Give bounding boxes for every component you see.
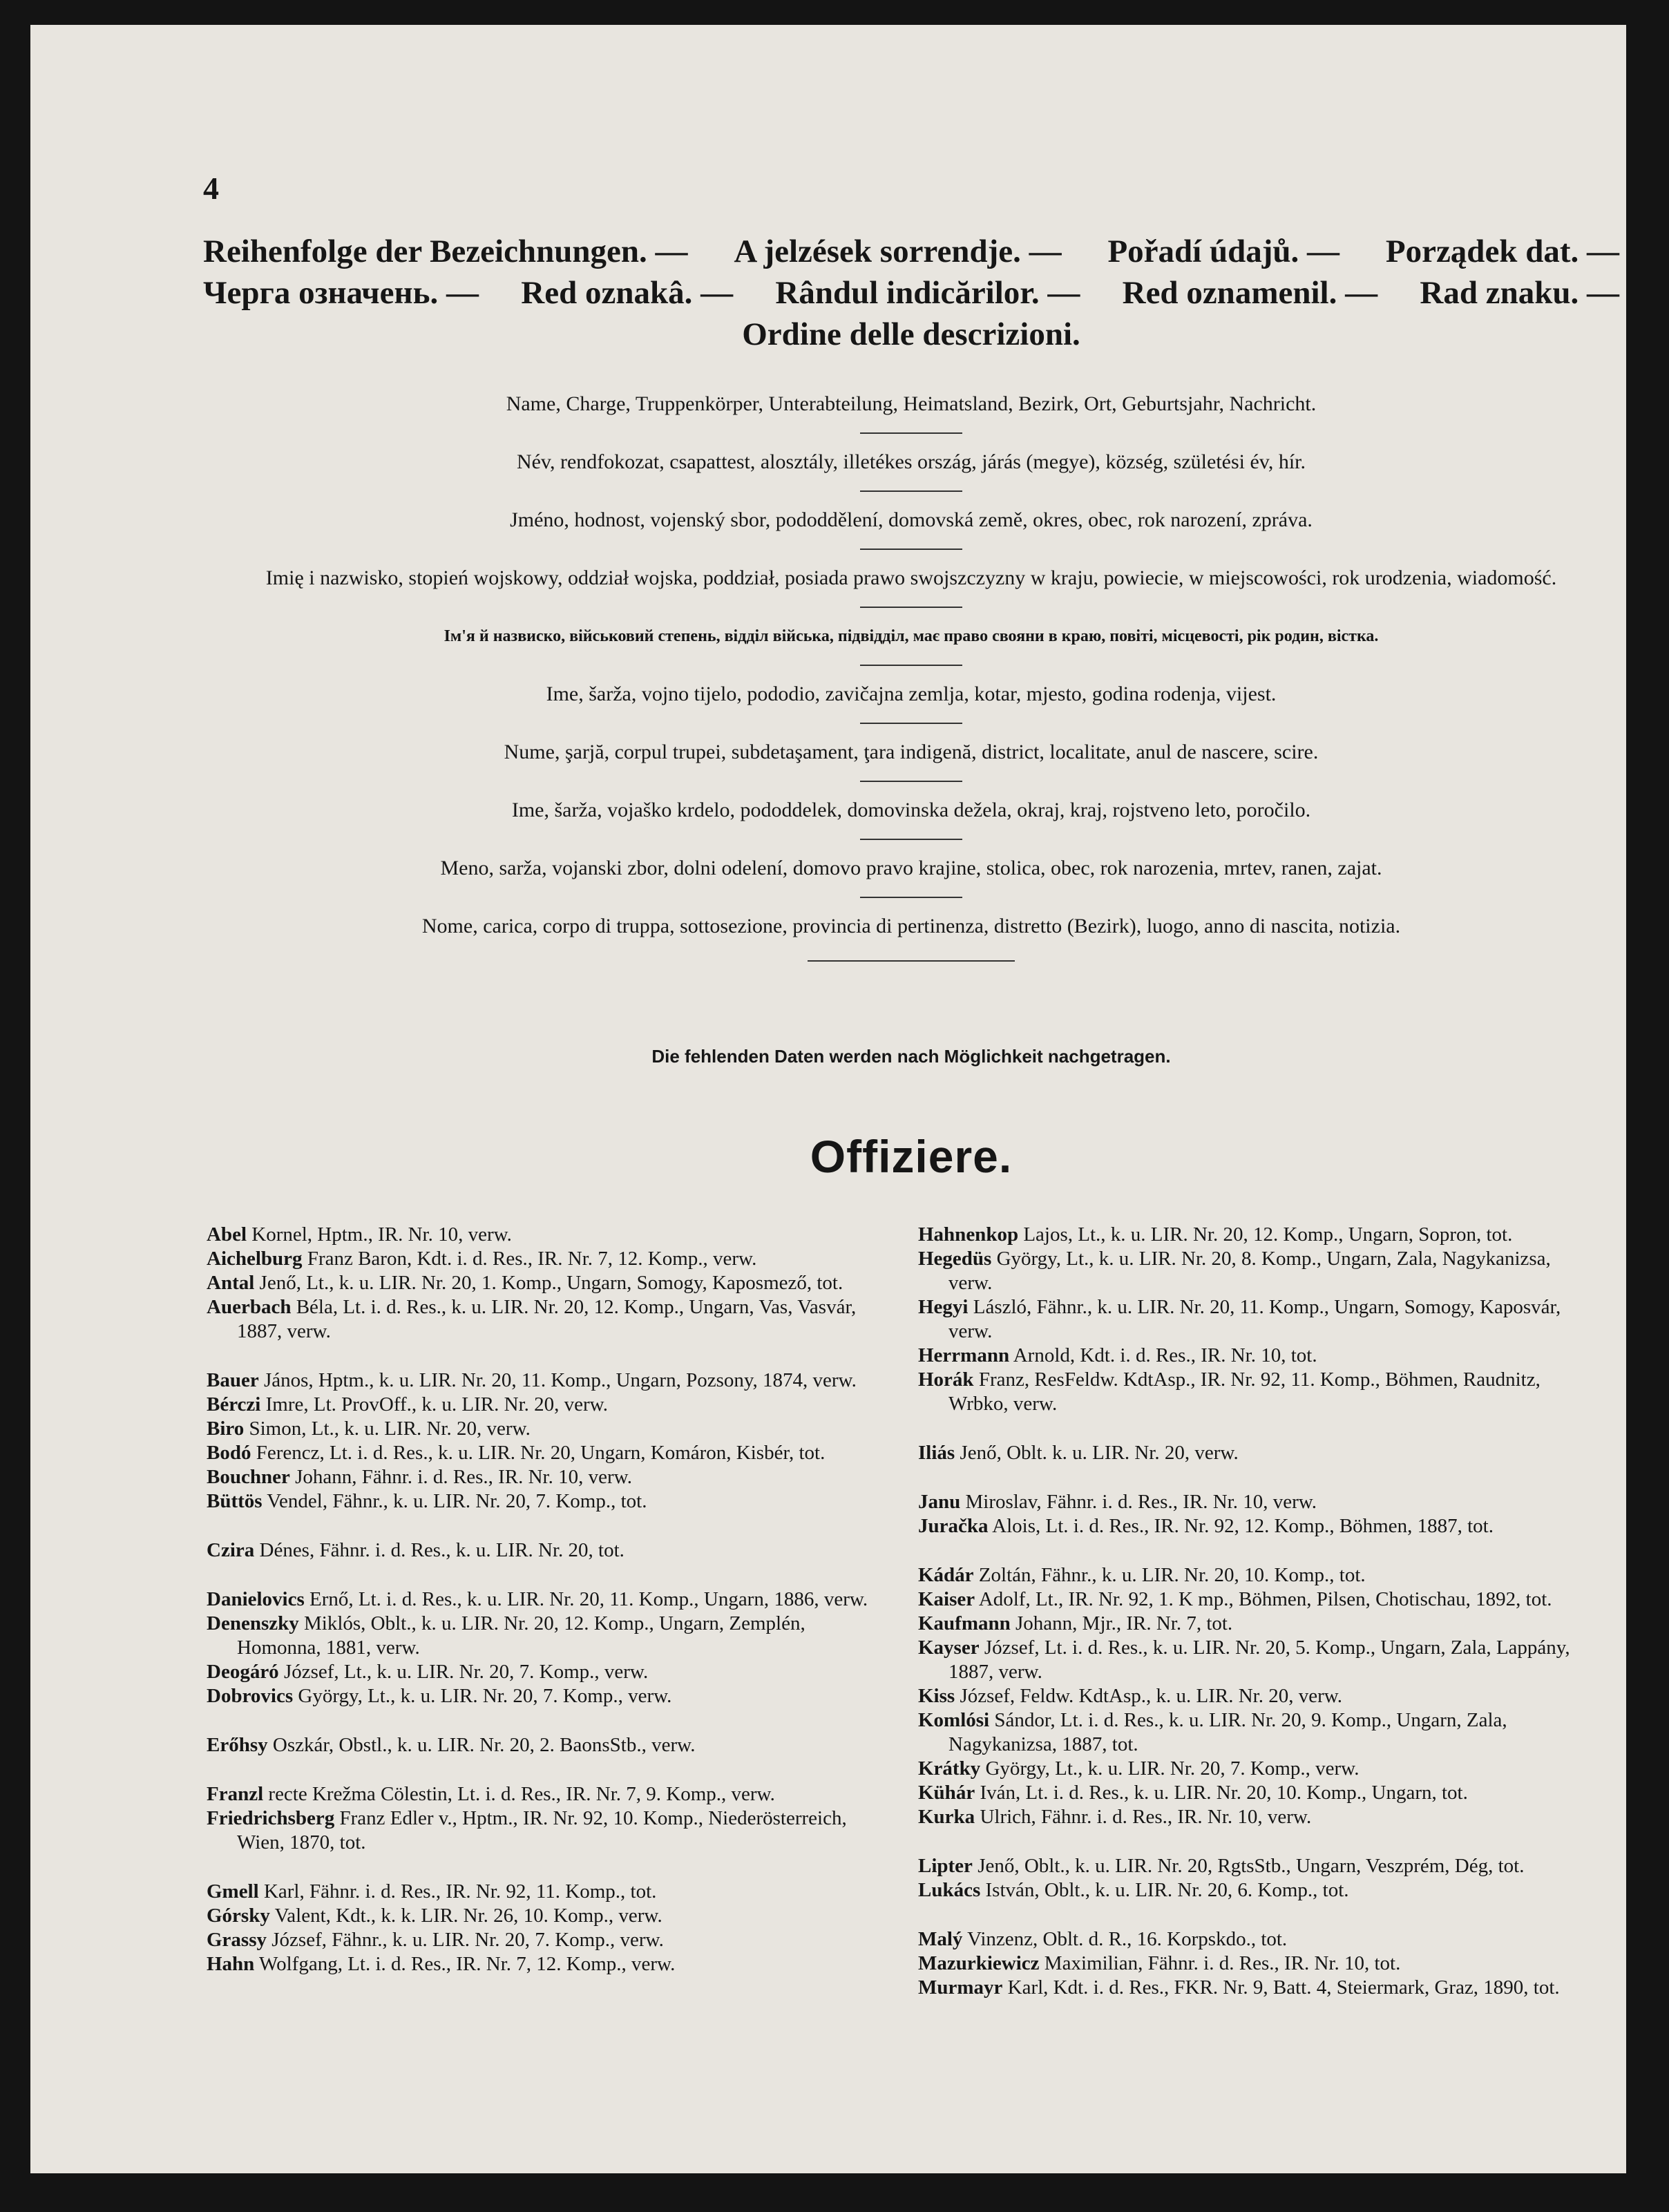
entry-surname: Aichelburg <box>207 1248 303 1270</box>
entry-surname: Franzl <box>207 1783 264 1805</box>
header-cs: Pořadí údajů. — <box>1107 233 1340 269</box>
entry-details: Ferencz, Lt. i. d. Res., k. u. LIR. Nr. 20, Ungarn, Komáron, Kisbér, tot. <box>251 1442 826 1464</box>
casualty-entry <box>918 1588 1599 1612</box>
divider <box>860 432 962 434</box>
divider <box>808 960 1015 962</box>
casualty-entry <box>207 1489 887 1514</box>
casualty-entry <box>207 1247 887 1271</box>
casualty-entry <box>207 1806 887 1855</box>
casualty-entry <box>918 1805 1599 1829</box>
entry-details: Iván, Lt. i. d. Res., k. u. LIR. Nr. 20, 10. Komp., Ungarn, tot. <box>975 1782 1468 1804</box>
entry-gap <box>207 1514 887 1538</box>
left-column <box>207 1223 887 1976</box>
entry-surname: Lukács <box>918 1879 981 1901</box>
entry-details: Vendel, Fähnr., k. u. LIR. Nr. 20, 7. Komp., tot. <box>262 1490 647 1512</box>
entry-surname: Bauer <box>207 1369 259 1391</box>
header-de: Reihenfolge der Bezeichnungen. — <box>203 233 688 269</box>
header-ro: Rândul indicărilor. — <box>775 275 1080 311</box>
entry-details: Arnold, Kdt. i. d. Res., IR. Nr. 10, tot. <box>1009 1344 1317 1366</box>
entry-details: Maximilian, Fähnr. i. d. Res., IR. Nr. 10, tot. <box>1039 1952 1401 1974</box>
header-line-1 <box>203 231 1619 272</box>
entry-surname: Kaufmann <box>918 1612 1011 1634</box>
casualty-entry <box>918 1490 1599 1514</box>
field-order-de: Name, Charge, Truppenkörper, Unterabteilung, Heimatsland, Bezirk, Ort, Geburtsjahr, Nachricht. <box>506 392 1317 415</box>
entry-details: Miklós, Oblt., k. u. LIR. Nr. 20, 12. Komp., Ungarn, Zemplén, Homonna, 1881, verw. <box>237 1612 805 1659</box>
entry-details: Karl, Fähnr. i. d. Res., IR. Nr. 92, 11. Komp., tot. <box>258 1880 657 1903</box>
entry-surname: Mazurkiewicz <box>918 1952 1040 1974</box>
entry-details: József, Lt. i. d. Res., k. u. LIR. Nr. 20, 5. Komp., Ungarn, Zala, Lappány, 1887, verw. <box>948 1637 1570 1683</box>
casualty-entry <box>207 1782 887 1806</box>
field-order-list <box>203 391 1619 977</box>
casualty-entry <box>207 1684 887 1708</box>
entry-surname: Janu <box>918 1491 961 1513</box>
entry-details: György, Lt., k. u. LIR. Nr. 20, 7. Komp., verw. <box>980 1757 1360 1780</box>
entry-gap <box>207 1563 887 1588</box>
casualty-entry <box>918 1441 1599 1465</box>
entry-surname: Murmayr <box>918 1976 1003 1999</box>
header-hr: Red oznakâ. — <box>521 275 734 311</box>
header-line-2 <box>203 272 1619 314</box>
entry-surname: Danielovics <box>207 1588 305 1610</box>
casualty-entry <box>918 1757 1599 1781</box>
casualty-entry <box>207 1904 887 1928</box>
casualty-entry <box>918 1514 1599 1538</box>
casualty-entry <box>918 1368 1599 1416</box>
entry-details: György, Lt., k. u. LIR. Nr. 20, 8. Komp., Ungarn, Zala, Nagykanizsa, verw. <box>948 1248 1551 1294</box>
entry-details: Valent, Kdt., k. k. LIR. Nr. 26, 10. Komp., verw. <box>269 1905 662 1927</box>
entry-surname: Friedrichsberg <box>207 1807 335 1829</box>
entry-surname: Iliás <box>918 1442 955 1464</box>
entry-surname: Hahnenkop <box>918 1223 1019 1246</box>
entry-surname: Kádár <box>918 1564 974 1586</box>
entry-surname: Biro <box>207 1418 245 1440</box>
divider <box>860 665 962 666</box>
entry-details: Lajos, Lt., k. u. LIR. Nr. 20, 12. Komp., Ungarn, Sopron, tot. <box>1018 1223 1513 1246</box>
divider <box>860 781 962 782</box>
casualty-entry <box>918 1563 1599 1588</box>
entry-surname: Abel <box>207 1223 247 1246</box>
casualty-entry <box>207 1928 887 1952</box>
field-order-ro: Nume, şarjă, corpul trupei, subdetaşament, ţara indigenă, district, localitate, anul de nascere, scire. <box>504 741 1319 763</box>
header-hu: A jelzések sorrendje. — <box>734 233 1062 269</box>
casualty-entry <box>207 1271 887 1295</box>
entry-surname: Auerbach <box>207 1296 292 1318</box>
entry-details: Adolf, Lt., IR. Nr. 92, 1. K mp., Böhmen, Pilsen, Chotischau, 1892, tot. <box>975 1588 1552 1610</box>
entry-surname: Grassy <box>207 1929 267 1951</box>
casualty-entry <box>918 1223 1599 1247</box>
entry-details: Karl, Kdt. i. d. Res., FKR. Nr. 9, Batt. 4, Steiermark, Graz, 1890, tot. <box>1002 1976 1560 1999</box>
casualty-entry <box>207 1393 887 1417</box>
casualty-entry <box>918 1976 1599 2000</box>
casualty-entry <box>207 1417 887 1441</box>
field-order-it: Nome, carica, corpo di truppa, sottosezione, provincia di pertinenza, distretto (Bezirk), luogo, anno di nascita, notizia. <box>421 915 1401 937</box>
casualty-entry <box>207 1295 887 1344</box>
casualty-entry <box>207 1733 887 1757</box>
header-uk: Черга означень. — <box>203 275 479 311</box>
casualty-entry <box>918 1927 1599 1952</box>
entry-details: Ulrich, Fähnr. i. d. Res., IR. Nr. 10, verw. <box>975 1806 1312 1828</box>
section-title: Offiziere. <box>810 1131 1013 1182</box>
right-column <box>918 1223 1599 2000</box>
entry-surname: Juračka <box>918 1515 989 1537</box>
entry-details: Kornel, Hptm., IR. Nr. 10, verw. <box>247 1223 512 1246</box>
entry-details: Vinzenz, Oblt. d. R., 16. Korpskdo., tot. <box>962 1928 1288 1950</box>
entry-surname: Górsky <box>207 1905 270 1927</box>
entry-surname: Kühár <box>918 1782 975 1804</box>
header-block <box>203 231 1619 355</box>
casualty-entry <box>207 1612 887 1660</box>
field-order-cs: Jméno, hodnost, vojenský sbor, pododdělení, domovská země, okres, obec, rok narození, zpráva. <box>510 508 1313 531</box>
entry-surname: Kiss <box>918 1685 955 1707</box>
field-order-uk: Ім'я й назвиско, військовий степень, відділ війська, підвідділ, має право свояни в краю, повіті, місцевості, рік родин, вістка. <box>444 627 1379 645</box>
document-page <box>30 25 1626 2173</box>
entry-details: recte Krežma Cölestin, Lt. i. d. Res., IR. Nr. 7, 9. Komp., verw. <box>263 1783 775 1805</box>
header-pl: Porządek dat. — <box>1385 233 1619 269</box>
entry-surname: Deogáró <box>207 1661 279 1683</box>
entry-details: László, Fähnr., k. u. LIR. Nr. 20, 11. Komp., Ungarn, Somogy, Kaposvár, verw. <box>948 1296 1561 1342</box>
entry-gap <box>918 1538 1599 1563</box>
casualty-entry <box>918 1612 1599 1636</box>
entry-details: Simon, Lt., k. u. LIR. Nr. 20, verw. <box>244 1418 531 1440</box>
entry-details: Béla, Lt. i. d. Res., k. u. LIR. Nr. 20, 12. Komp., Ungarn, Vas, Vasvár, 1887, verw. <box>237 1296 857 1342</box>
casualty-entry <box>207 1223 887 1247</box>
header-sk: Rad znaku. — <box>1420 275 1619 311</box>
entry-details: István, Oblt., k. u. LIR. Nr. 20, 6. Komp., tot. <box>980 1879 1349 1901</box>
casualty-entry <box>918 1878 1599 1903</box>
field-order-pl: Imię i nazwisko, stopień wojskowy, oddział wojska, poddział, posiada prawo swojszczyzny w kraju, powiecie, w miejscowości, rok urodzenia, wiadomość. <box>265 566 1557 589</box>
entry-details: Franz, ResFeldw. KdtAsp., IR. Nr. 92, 11. Komp., Böhmen, Raudnitz, Wrbko, verw. <box>948 1369 1541 1415</box>
entry-surname: Bodó <box>207 1442 251 1464</box>
entry-details: Jenő, Oblt., k. u. LIR. Nr. 20, RgtsStb., Ungarn, Veszprém, Dég, tot. <box>972 1855 1525 1877</box>
divider <box>860 607 962 608</box>
entry-gap <box>207 1855 887 1880</box>
casualty-entry <box>207 1588 887 1612</box>
casualty-entry <box>918 1708 1599 1757</box>
entry-gap <box>207 1344 887 1369</box>
entry-surname: Kaiser <box>918 1588 975 1610</box>
casualty-entry <box>207 1441 887 1465</box>
entry-gap <box>918 1903 1599 1927</box>
entry-surname: Lipter <box>918 1855 973 1877</box>
entry-surname: Hahn <box>207 1953 255 1975</box>
entry-details: Dénes, Fähnr. i. d. Res., k. u. LIR. Nr. 20, tot. <box>254 1539 624 1561</box>
entry-surname: Kayser <box>918 1637 980 1659</box>
casualty-entry <box>207 1952 887 1976</box>
entry-surname: Horák <box>918 1369 974 1391</box>
entry-surname: Malý <box>918 1928 963 1950</box>
field-order-sl: Ime, šarža, vojaško krdelo, pododdelek, domovinska dežela, okraj, kraj, rojstveno leto, poročilo. <box>511 799 1311 821</box>
entry-surname: Dobrovics <box>207 1685 294 1707</box>
entry-details: Zoltán, Fähnr., k. u. LIR. Nr. 20, 10. Komp., tot. <box>973 1564 1366 1586</box>
casualty-entry <box>207 1538 887 1563</box>
casualty-entry <box>918 1247 1599 1295</box>
entry-gap <box>918 1829 1599 1854</box>
entry-surname: Komlósi <box>918 1709 990 1731</box>
field-order-hr: Ime, šarža, vojno tijelo, pododio, zavičajna zemlja, kotar, mjesto, godina rodenja, vijest. <box>546 683 1277 705</box>
entry-details: József, Fähnr., k. u. LIR. Nr. 20, 7. Komp., verw. <box>267 1929 664 1951</box>
entry-details: Oszkár, Obstl., k. u. LIR. Nr. 20, 2. BaonsStb., verw. <box>267 1734 696 1756</box>
casualty-entry <box>918 1781 1599 1805</box>
entry-details: György, Lt., k. u. LIR. Nr. 20, 7. Komp., verw. <box>293 1685 672 1707</box>
entry-details: Imre, Lt. ProvOff., k. u. LIR. Nr. 20, verw. <box>260 1393 608 1415</box>
entry-details: Johann, Mjr., IR. Nr. 7, tot. <box>1010 1612 1233 1634</box>
entry-surname: Bouchner <box>207 1466 290 1488</box>
entry-details: Sándor, Lt. i. d. Res., k. u. LIR. Nr. 20, 9. Komp., Ungarn, Zala, Nagykanizsa, 1887, tot. <box>948 1709 1507 1755</box>
casualty-entry <box>918 1344 1599 1368</box>
entry-surname: Kurka <box>918 1806 975 1828</box>
page-number: 4 <box>203 171 219 206</box>
divider <box>860 723 962 724</box>
field-order-sk: Meno, sarža, vojanski zbor, dolni odelení, domovo pravo krajine, stolica, obec, rok narozenia, mrtev, ranen, zajat. <box>440 857 1382 879</box>
entry-surname: Hegyi <box>918 1296 969 1318</box>
divider <box>860 490 962 492</box>
casualty-entry <box>918 1684 1599 1708</box>
entry-details: József, Feldw. KdtAsp., k. u. LIR. Nr. 20, verw. <box>955 1685 1343 1707</box>
entry-surname: Krátky <box>918 1757 981 1780</box>
entry-details: Franz Baron, Kdt. i. d. Res., IR. Nr. 7, 12. Komp., verw. <box>302 1248 757 1270</box>
divider <box>860 549 962 550</box>
casualty-entry <box>918 1854 1599 1878</box>
entry-gap <box>918 1465 1599 1490</box>
header-it: Ordine delle descrizioni. <box>742 316 1080 352</box>
entry-surname: Bérczi <box>207 1393 261 1415</box>
casualty-entry <box>207 1660 887 1684</box>
entry-surname: Herrmann <box>918 1344 1010 1366</box>
casualty-entry <box>918 1295 1599 1344</box>
entry-surname: Büttös <box>207 1490 263 1512</box>
header-sl: Red oznamenil. — <box>1122 275 1378 311</box>
casualty-entry <box>207 1465 887 1489</box>
casualty-entry <box>918 1952 1599 1976</box>
entry-details: Franz Edler v., Hptm., IR. Nr. 92, 10. Komp., Niederösterreich, Wien, 1870, tot. <box>237 1807 847 1853</box>
missing-data-note: Die fehlenden Daten werden nach Möglichkeit nachgetragen. <box>651 1046 1171 1067</box>
entry-details: Ernő, Lt. i. d. Res., k. u. LIR. Nr. 20, 11. Komp., Ungarn, 1886, verw. <box>304 1588 868 1610</box>
entry-surname: Czira <box>207 1539 255 1561</box>
divider <box>860 839 962 840</box>
entry-gap <box>207 1708 887 1733</box>
entry-details: Johann, Fähnr. i. d. Res., IR. Nr. 10, verw. <box>289 1466 632 1488</box>
field-order-hu: Név, rendfokozat, csapattest, alosztály, illetékes ország, járás (megye), község, születési év, hír. <box>516 450 1306 473</box>
casualty-entry <box>207 1880 887 1904</box>
casualty-entry <box>207 1369 887 1393</box>
entry-surname: Antal <box>207 1272 255 1294</box>
entry-details: Wolfgang, Lt. i. d. Res., IR. Nr. 7, 12. Komp., verw. <box>254 1953 676 1975</box>
entry-surname: Erőhsy <box>207 1734 268 1756</box>
entry-details: János, Hptm., k. u. LIR. Nr. 20, 11. Komp., Ungarn, Pozsony, 1874, verw. <box>258 1369 857 1391</box>
entry-gap <box>207 1757 887 1782</box>
entry-details: Alois, Lt. i. d. Res., IR. Nr. 92, 12. Komp., Böhmen, 1887, tot. <box>988 1515 1494 1537</box>
entry-details: Jenő, Lt., k. u. LIR. Nr. 20, 1. Komp., Ungarn, Somogy, Kaposmező, tot. <box>254 1272 843 1294</box>
casualty-entry <box>918 1636 1599 1684</box>
entry-gap <box>918 1416 1599 1441</box>
divider <box>860 897 962 898</box>
entry-surname: Denenszky <box>207 1612 299 1634</box>
entry-details: Jenő, Oblt. k. u. LIR. Nr. 20, verw. <box>955 1442 1239 1464</box>
entry-details: József, Lt., k. u. LIR. Nr. 20, 7. Komp., verw. <box>278 1661 649 1683</box>
entry-details: Miroslav, Fähnr. i. d. Res., IR. Nr. 10, verw. <box>960 1491 1317 1513</box>
entry-surname: Gmell <box>207 1880 259 1903</box>
entry-surname: Hegedüs <box>918 1248 992 1270</box>
